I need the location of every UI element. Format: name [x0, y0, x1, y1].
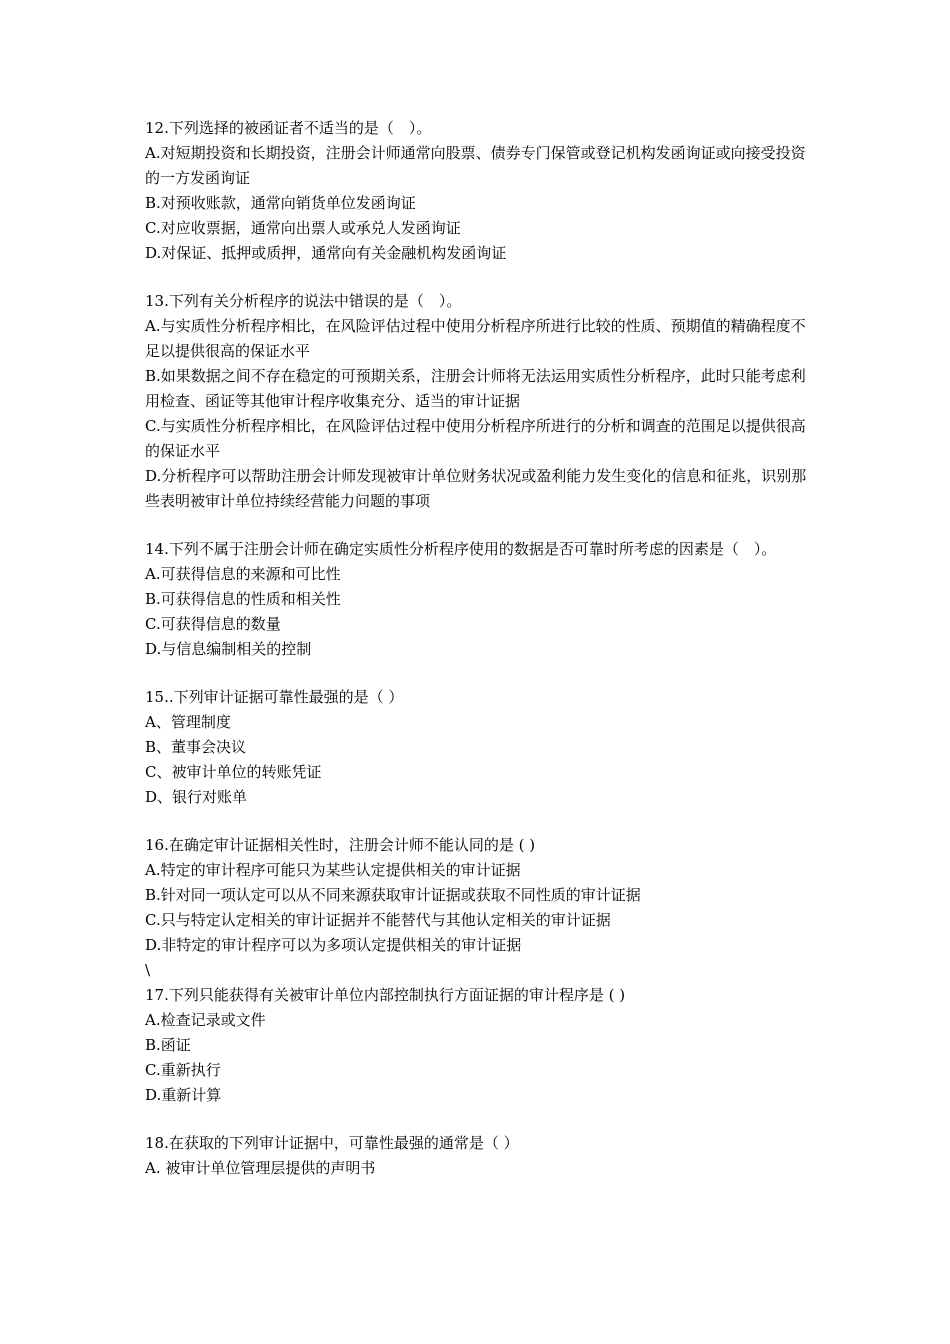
question-text: 17.下列只能获得有关被审计单位内部控制执行方面证据的审计程序是 ( ) — [145, 986, 626, 1004]
option-d: D.对保证、抵押或质押，通常向有关金融机构发函询证 — [145, 244, 507, 262]
option-c: C、被审计单位的转账凭证 — [145, 763, 322, 781]
question-text: 13.下列有关分析程序的说法中错误的是（ ）。 — [145, 292, 462, 310]
option-d: D.分析程序可以帮助注册会计师发现被审计单位财务状况或盈利能力发生变化的信息和征兆，识别那些表明被审计单位持续经营能力问题的事项 — [145, 467, 807, 510]
question-text: 15..下列审计证据可靠性最强的是（ ） — [145, 688, 404, 706]
option-a: A. 被审计单位管理层提供的声明书 — [145, 1159, 376, 1177]
question-14 — [145, 537, 810, 662]
option-a: A、管理制度 — [145, 713, 231, 731]
question-16 — [145, 833, 810, 958]
option-a: A.可获得信息的来源和可比性 — [145, 565, 341, 583]
option-d: D、银行对账单 — [145, 788, 248, 806]
option-b: B、董事会决议 — [145, 738, 247, 756]
option-c: C.对应收票据，通常向出票人或承兑人发函询证 — [145, 219, 461, 237]
stray-backslash: \ — [145, 961, 151, 979]
question-13 — [145, 289, 810, 514]
question-12 — [145, 116, 810, 266]
option-d: D.重新计算 — [145, 1086, 222, 1104]
option-a: A.特定的审计程序可能只为某些认定提供相关的审计证据 — [145, 861, 521, 879]
option-c: C.与实质性分析程序相比，在风险评估过程中使用分析程序所进行的分析和调查的范围足以提供很高的保证水平 — [145, 417, 806, 460]
option-b: B.函证 — [145, 1036, 191, 1054]
question-text: 12.下列选择的被函证者不适当的是（ ）。 — [145, 119, 432, 137]
option-a: A.检查记录或文件 — [145, 1011, 266, 1029]
option-a: A.与实质性分析程序相比，在风险评估过程中使用分析程序所进行比较的性质、预期值的精确程度不足以提供很高的保证水平 — [145, 317, 806, 360]
option-c: C.重新执行 — [145, 1061, 221, 1079]
question-15 — [145, 685, 810, 810]
question-18 — [145, 1131, 810, 1181]
question-text: 16.在确定审计证据相关性时，注册会计师不能认同的是 ( ) — [145, 836, 536, 854]
option-a: A.对短期投资和长期投资，注册会计师通常向股票、债券专门保管或登记机构发函询证或向接受投资的一方发函询证 — [145, 144, 806, 187]
option-d: D.非特定的审计程序可以为多项认定提供相关的审计证据 — [145, 936, 522, 954]
question-text: 18.在获取的下列审计证据中，可靠性最强的通常是（ ） — [145, 1134, 519, 1152]
option-b: B.如果数据之间不存在稳定的可预期关系，注册会计师将无法运用实质性分析程序，此时只能考虑利用检查、函证等其他审计程序收集充分、适当的审计证据 — [145, 367, 806, 410]
option-b: B.针对同一项认定可以从不同来源获取审计证据或获取不同性质的审计证据 — [145, 886, 641, 904]
option-c: C.可获得信息的数量 — [145, 615, 281, 633]
question-17 — [145, 983, 810, 1108]
option-c: C.只与特定认定相关的审计证据并不能替代与其他认定相关的审计证据 — [145, 911, 611, 929]
question-text: 14.下列不属于注册会计师在确定实质性分析程序使用的数据是否可靠时所考虑的因素是（ ）。 — [145, 540, 777, 558]
option-b: B.可获得信息的性质和相关性 — [145, 590, 341, 608]
option-d: D.与信息编制相关的控制 — [145, 640, 312, 658]
document-page — [145, 116, 810, 1204]
option-b: B.对预收账款，通常向销货单位发函询证 — [145, 194, 416, 212]
